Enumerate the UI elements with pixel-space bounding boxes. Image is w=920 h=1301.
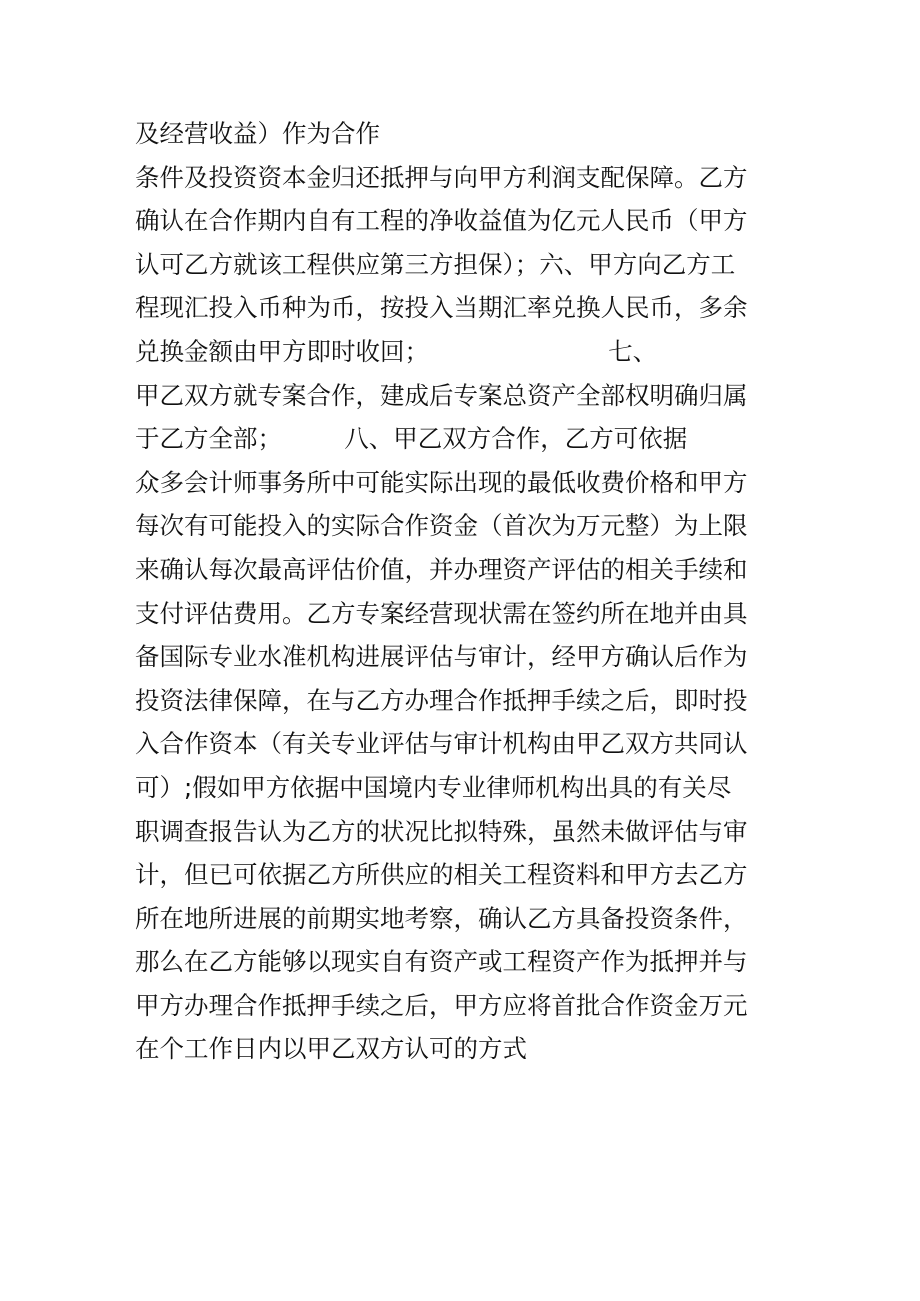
text-line-12: 支付评估费用。乙方专案经营现状需在签约所在地并由具 (135, 598, 748, 628)
text-line-7: 甲乙双方就专案合作，建成后专案总资产全部权明确归属 (135, 380, 748, 410)
text-line-3: 确认在合作期内自有工程的净收益值为亿元人民币（甲方 (135, 206, 748, 236)
text-line-10: 每次有可能投入的实际合作资金（首次为万元整）为上限 (135, 511, 748, 541)
text-line-16: 可）;假如甲方依据中国境内专业律师机构出具的有关尽 (135, 772, 732, 802)
text-line-18: 计，但已可依据乙方所供应的相关工程资料和甲方去乙方 (135, 860, 748, 890)
document-body (135, 112, 795, 1071)
text-line-9: 众多会计师事务所中可能实际出现的最低收费价格和甲方 (135, 467, 748, 497)
text-line-22: 在个工作日内以甲乙双方认可的方式 (135, 1034, 527, 1064)
text-line-11: 来确认每次最高评估价值，并办理资产评估的相关手续和 (135, 554, 748, 584)
text-line-13: 备国际专业水准机构进展评估与审计，经甲方确认后作为 (135, 642, 748, 672)
text-line-21: 甲方办理合作抵押手续之后，甲方应将首批合作资金万元 (135, 990, 748, 1020)
text-line-4: 认可乙方就该工程供应第三方担保）；六、甲方向乙方工 (135, 249, 736, 279)
text-line-2: 条件及投资资本金归还抵押与向甲方利润支配保障。乙方 (135, 162, 748, 192)
text-line-1: 及经营收益）作为合作 (135, 119, 380, 148)
text-line-5: 程现汇投入币种为币，按投入当期汇率兑换人民币，多余 (135, 293, 748, 323)
text-line-20: 那么在乙方能够以现实自有资产或工程资产作为抵押并与 (135, 947, 748, 977)
text-line-8: 于乙方全部； 八、甲乙双方合作，乙方可依据 (135, 424, 688, 454)
text-line-15: 入合作资本（有关专业评估与审计机构由甲乙双方共同认 (135, 729, 748, 759)
text-line-17: 职调查报告认为乙方的状况比拟特殊，虽然未做评估与审 (135, 816, 748, 846)
text-line-19: 所在地所进展的前期实地考察，确认乙方具备投资条件， (135, 903, 748, 933)
text-line-14: 投资法律保障，在与乙方办理合作抵押手续之后，即时投 (135, 685, 748, 715)
text-line-6: 兑换金额由甲方即时收回； 七、 (135, 336, 658, 366)
